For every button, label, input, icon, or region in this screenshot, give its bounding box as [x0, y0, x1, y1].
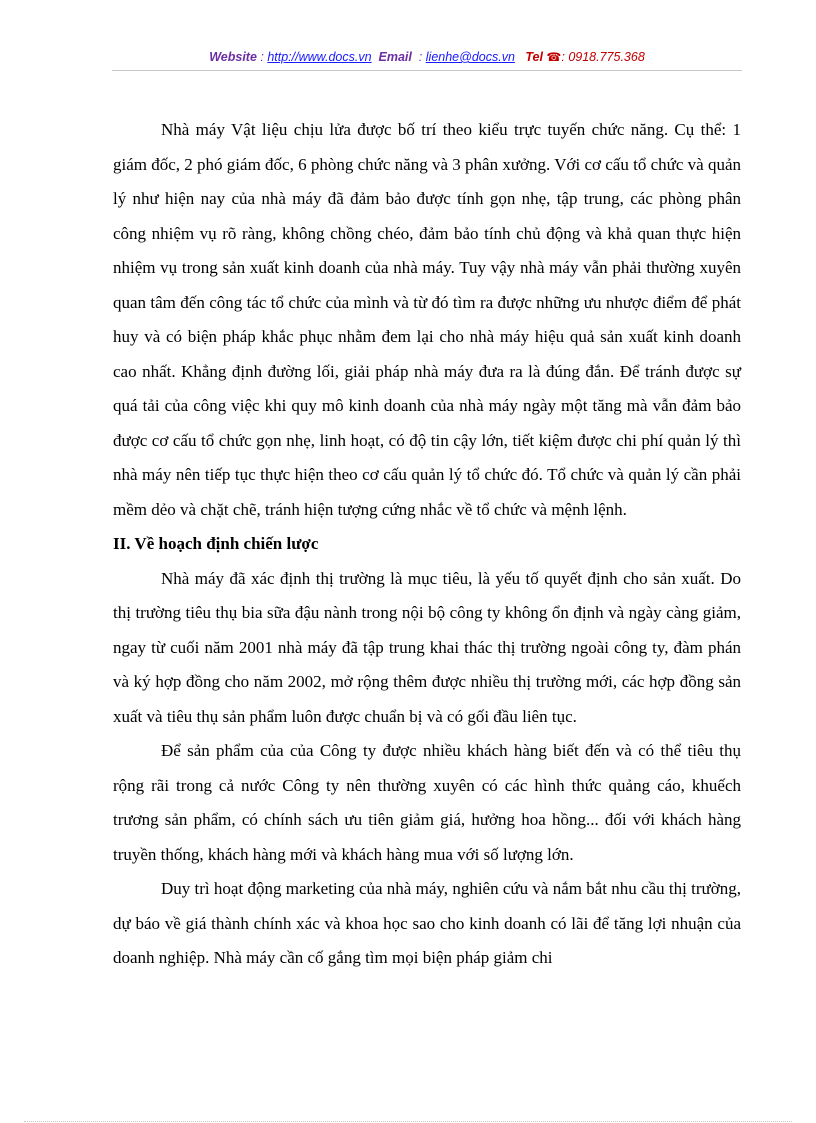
page-header: Website : http://www.docs.vn Email : lienhe@docs.vn Tel ☎: 0918.775.368	[209, 50, 645, 64]
header-divider	[112, 70, 742, 71]
website-link[interactable]: http://www.docs.vn	[267, 50, 372, 64]
paragraph-3: Để sản phẩm của của Công ty được nhiều khách hàng biết đến và có thể tiêu thụ rộng rãi trong cả nước Công ty nên thường xuyên có các hình thức quảng cáo, khuếch trương sản phẩm, có chính sách ưu tiên giảm giá, hưởng hoa hồng... đối với khách hàng truyền thống, khách hàng mới và khách hàng mua với số lượng lớn.	[113, 741, 741, 864]
phone-number: 0918.775.368	[568, 50, 645, 64]
tel-label: Tel	[525, 50, 543, 64]
paragraph-4: Duy trì hoạt động marketing của nhà máy, nghiên cứu và nắm bắt nhu cầu thị trường, dự báo về giá thành chính xác và khoa học sao cho kinh doanh có lãi để tăng lợi nhuận của doanh nghiệp. Nhà máy cần cố gắng tìm mọi biện pháp giảm chi	[113, 879, 741, 967]
paragraph-2: Nhà máy đã xác định thị trường là mục tiêu, là yếu tố quyết định cho sản xuất. Do thị trường tiêu thụ bia sữa đậu nành trong nội bộ công ty không ổn định và ngày càng giảm, ngay từ cuối năm 2001 nhà máy đã tập trung khai thác thị trường ngoài công ty, đàm phán và ký hợp đồng cho năm 2002, mở rộng thêm được nhiều thị trường mới, các hợp đồng sản xuất và tiêu thụ sản phẩm luôn được chuẩn bị và có gối đầu liên tục.	[113, 568, 741, 726]
paragraph-1: Nhà máy Vật liệu chịu lửa được bố trí theo kiểu trực tuyến chức năng. Cụ thể: 1 giám đốc, 2 phó giám đốc, 6 phòng chức năng và 3 phân xưởng. Với cơ cấu tổ chức và quản lý như hiện nay của nhà máy đã đảm bảo được tính gọn nhẹ, tập trung, các phòng phân công nhiệm vụ rõ ràng, không chồng chéo, đảm bảo tính chủ động và khả quan thực hiện nhiệm vụ trong sản xuất kinh doanh của nhà máy. Tuy vậy nhà máy vẫn phải thường xuyên quan tâm đến công tác tổ chức của mình và từ đó tìm ra được những ưu nhược điểm để phát huy và có biện pháp khắc phục nhằm đem lại cho nhà máy hiệu quả sản xuất kinh doanh cao nhất. Khẳng định đường lối, giải pháp nhà máy đưa ra là đúng đắn. Để tránh được sự quá tải của công việc khi quy mô kinh doanh của nhà máy ngày một tăng mà vẫn đảm bảo được cơ cấu tổ chức gọn nhẹ, linh hoạt, có độ tin cậy lớn, tiết kiệm được chi phí quản lý thì nhà máy nên tiếp tục thực hiện theo cơ cấu quản lý tổ chức đó. Tổ chức và quản lý cần phải mềm dẻo và chặt chẽ, tránh hiện tượng cứng nhắc về tổ chức và mệnh lệnh.	[113, 120, 741, 519]
section-heading: II. Về hoạch định chiến lược	[113, 534, 319, 553]
website-label: Website	[209, 50, 257, 64]
footer-divider	[24, 1121, 792, 1122]
email-label: Email	[378, 50, 412, 64]
document-body	[113, 113, 741, 976]
phone-icon: ☎	[546, 50, 562, 64]
email-link[interactable]: lienhe@docs.vn	[425, 50, 515, 64]
